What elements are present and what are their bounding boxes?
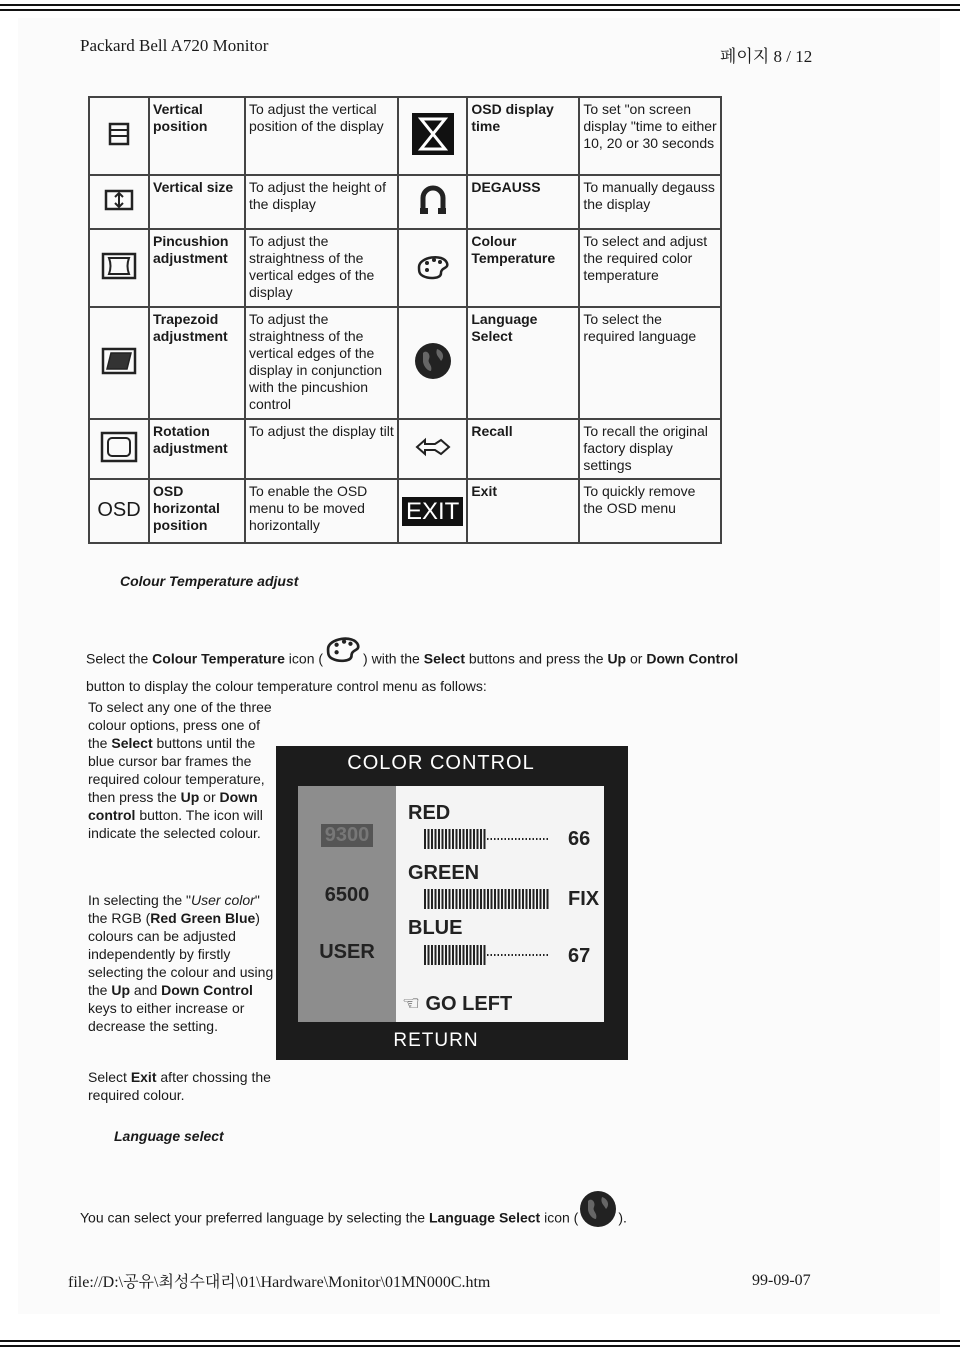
osd-option-6500: 6500 [324, 884, 370, 906]
osd-blue-value: 67 [568, 945, 591, 967]
text: Select [88, 1069, 131, 1085]
language-paragraph [80, 1197, 780, 1241]
top-rule-2 [0, 9, 960, 11]
level-tick-filled [438, 889, 440, 909]
level-tick-filled [428, 829, 430, 849]
level-tick-filled [428, 945, 430, 965]
instruction-paragraph-3 [88, 1068, 278, 1104]
level-tick-filled [442, 889, 444, 909]
level-tick-filled [498, 889, 500, 909]
text: or [626, 650, 647, 667]
osd-green-value: FIX [568, 888, 600, 910]
color-control-osd [276, 746, 628, 1060]
level-tick-filled [505, 889, 507, 909]
level-tick-empty [491, 954, 493, 956]
level-tick-filled [522, 889, 524, 909]
level-tick-empty [515, 838, 517, 840]
osd-text-icon [89, 479, 149, 543]
level-tick-filled [529, 889, 531, 909]
level-tick-filled [484, 829, 486, 849]
level-tick-filled [484, 889, 486, 909]
page-indicator: 페이지 8 / 12 [720, 47, 813, 66]
function-name: Vertical position [149, 97, 245, 175]
osd-red-value: 66 [568, 828, 591, 850]
level-tick-filled [438, 945, 440, 965]
level-tick-filled [445, 945, 447, 965]
level-tick-empty [501, 954, 503, 956]
level-tick-empty [508, 954, 510, 956]
level-tick-filled [473, 945, 475, 965]
level-tick-empty [543, 954, 545, 956]
level-tick-filled [519, 889, 521, 909]
hourglass-icon [398, 97, 467, 175]
level-tick-filled [515, 889, 517, 909]
osd-green-bar [424, 889, 552, 909]
level-tick-empty [487, 838, 489, 840]
function-name: Recall [467, 419, 579, 479]
magnet-icon [398, 175, 467, 229]
table-row [89, 175, 721, 229]
osd-option-9300 [298, 824, 396, 847]
function-desc: To enable the OSD menu to be moved horizontally [245, 479, 398, 543]
exit-icon [398, 479, 467, 543]
bottom-rule-2 [0, 1345, 960, 1347]
level-tick-filled [459, 889, 461, 909]
osd-title: COLOR CONTROL [347, 752, 535, 774]
text: after chossing the required colour. [88, 1069, 271, 1103]
level-tick-filled [445, 829, 447, 849]
text: Select [111, 735, 153, 751]
osd-return: RETURN [393, 1030, 479, 1051]
level-tick-filled [501, 889, 503, 909]
level-tick-empty [533, 838, 535, 840]
level-tick-empty [498, 838, 500, 840]
rotation-icon [89, 419, 149, 479]
pincushion-icon [89, 229, 149, 307]
osd-option-column [298, 786, 396, 1022]
level-tick-filled [533, 889, 535, 909]
function-desc: To adjust the straightness of the vertical edges of the display in conjunction with the pincushion control [245, 307, 398, 419]
level-tick-filled [463, 945, 465, 965]
level-tick-filled [543, 889, 545, 909]
function-name: Vertical size [149, 175, 245, 229]
text: Down control [88, 789, 258, 823]
level-tick-empty [512, 838, 514, 840]
function-desc: To quickly remove the OSD menu [579, 479, 721, 543]
text: To select any one of the three colour options, press one of the [88, 699, 272, 751]
instruction-paragraph-2 [88, 891, 278, 1035]
level-tick-empty [547, 838, 549, 840]
level-tick-filled [459, 945, 461, 965]
text: buttons and press the [465, 650, 608, 667]
level-tick-filled [512, 889, 514, 909]
function-desc: To manually degauss the display [579, 175, 721, 229]
text: Down Control [646, 650, 739, 667]
level-tick-empty [505, 838, 507, 840]
level-tick-empty [540, 954, 542, 956]
text: Colour Temperature [152, 650, 285, 667]
function-name: Language Select [467, 307, 579, 419]
level-tick-filled [459, 829, 461, 849]
function-desc: To adjust the display tilt [245, 419, 398, 479]
level-tick-filled [424, 829, 426, 849]
level-tick-empty [533, 954, 535, 956]
level-tick-empty [512, 954, 514, 956]
function-desc: To adjust the height of the display [245, 175, 398, 229]
text: You can select your preferred language by selecting the [80, 1209, 429, 1226]
level-tick-empty [505, 954, 507, 956]
globe-icon [578, 1189, 618, 1233]
function-name: Pincushion adjustment [149, 229, 245, 307]
level-tick-filled [435, 829, 437, 849]
text: icon ( [540, 1209, 579, 1226]
text: " the RGB ( [88, 892, 260, 926]
text: button. The icon will indicate the selected colour. [88, 807, 263, 841]
level-tick-filled [477, 829, 479, 849]
level-tick-empty [494, 838, 496, 840]
level-tick-empty [543, 838, 545, 840]
level-tick-filled [438, 829, 440, 849]
document-title: Packard Bell A720 Monitor [80, 36, 269, 55]
level-tick-empty [526, 954, 528, 956]
level-tick-filled [435, 889, 437, 909]
function-name: OSD display time [467, 97, 579, 175]
osd-red-bar [424, 829, 552, 849]
level-tick-empty [498, 954, 500, 956]
function-desc: To select and adjust the required color temperature [579, 229, 721, 307]
osd-panel [298, 786, 604, 1022]
osd-option-label: 9300 [321, 824, 374, 847]
level-tick-filled [508, 889, 510, 909]
text: Language Select [428, 1209, 541, 1226]
level-tick-filled [431, 829, 433, 849]
level-tick-empty [519, 838, 521, 840]
osd-red-label: RED [408, 802, 451, 824]
osd-go-left [402, 991, 512, 1016]
text: and [130, 982, 162, 998]
text: keys to either increase or decrease the setting. [88, 1000, 245, 1034]
level-tick-filled [536, 889, 538, 909]
level-tick-filled [466, 829, 468, 849]
level-tick-filled [435, 945, 437, 965]
level-tick-filled [463, 829, 465, 849]
level-tick-filled [491, 889, 493, 909]
level-tick-filled [456, 889, 458, 909]
level-tick-filled [547, 889, 549, 909]
function-desc: To adjust the vertical position of the display [245, 97, 398, 175]
level-tick-empty [540, 838, 542, 840]
palette-icon [398, 229, 467, 307]
osd-option-user: USER [319, 941, 375, 963]
vertical-position-icon [89, 97, 149, 175]
level-tick-filled [494, 889, 496, 909]
level-tick-filled [540, 889, 542, 909]
level-tick-filled [424, 945, 426, 965]
level-tick-filled [456, 829, 458, 849]
level-tick-filled [445, 889, 447, 909]
level-tick-filled [480, 889, 482, 909]
function-name: Colour Temperature [467, 229, 579, 307]
level-tick-filled [442, 945, 444, 965]
level-tick-empty [491, 838, 493, 840]
text: Red Green Blue [150, 910, 256, 926]
table-row [89, 97, 721, 175]
colour-intro [86, 642, 826, 695]
level-tick-empty [487, 954, 489, 956]
instruction-paragraph-1 [88, 698, 278, 842]
level-tick-empty [519, 954, 521, 956]
text: icon ( [284, 650, 324, 667]
level-tick-empty [529, 838, 531, 840]
text: Select the [86, 650, 153, 667]
osd-green-label: GREEN [408, 862, 480, 884]
text: ) with the [363, 650, 424, 667]
pointing-hand-icon: ☜ [402, 993, 420, 1015]
osd-icon-label: OSD [97, 499, 141, 521]
function-desc: To recall the original factory display settings [579, 419, 721, 479]
level-tick-empty [522, 954, 524, 956]
text: ). [618, 1209, 627, 1226]
globe-icon [398, 307, 467, 419]
osd-blue-label: BLUE [408, 917, 463, 939]
level-tick-filled [424, 889, 426, 909]
palette-icon [323, 632, 363, 668]
table-row [89, 229, 721, 307]
level-tick-filled [463, 889, 465, 909]
level-tick-empty [529, 954, 531, 956]
table-row [89, 419, 721, 479]
level-tick-filled [470, 889, 472, 909]
level-tick-empty [547, 954, 549, 956]
level-tick-empty [526, 838, 528, 840]
text: buttons until the blue cursor bar frames the required colour temperature, then press the [88, 735, 265, 805]
level-tick-empty [522, 838, 524, 840]
level-tick-empty [508, 838, 510, 840]
vertical-size-icon [89, 175, 149, 229]
level-tick-empty [501, 838, 503, 840]
level-tick-filled [473, 829, 475, 849]
print-date: 99-09-07 [752, 1272, 811, 1289]
level-tick-filled [456, 945, 458, 965]
level-tick-filled [452, 889, 454, 909]
recall-arrow-icon [398, 419, 467, 479]
function-desc: To select the required language [579, 307, 721, 419]
text: Up [180, 789, 200, 805]
function-name: Rotation adjustment [149, 419, 245, 479]
text: button to display the colour temperature control menu as follows: [86, 678, 487, 694]
function-name: Trapezoid adjustment [149, 307, 245, 419]
text: Down Control [161, 982, 253, 998]
level-tick-filled [526, 889, 528, 909]
level-tick-filled [470, 829, 472, 849]
level-tick-filled [477, 945, 479, 965]
text: Exit [130, 1069, 157, 1085]
table-row [89, 479, 721, 543]
level-tick-filled [428, 889, 430, 909]
text: ) colours can be adjusted independently by firstly selecting the colour and using the [88, 910, 274, 998]
osd-go-left-label: GO LEFT [425, 993, 513, 1015]
level-tick-filled [484, 945, 486, 965]
level-tick-empty [536, 838, 538, 840]
trapezoid-icon [89, 307, 149, 419]
level-tick-filled [431, 945, 433, 965]
level-tick-empty [515, 954, 517, 956]
level-tick-filled [477, 889, 479, 909]
text: Up [607, 650, 627, 667]
osd-blue-bar [424, 945, 552, 965]
level-tick-filled [466, 889, 468, 909]
text: or [199, 789, 220, 805]
level-tick-filled [452, 829, 454, 849]
text: In selecting the " [88, 892, 192, 908]
exit-icon-label: EXIT [402, 497, 463, 526]
text: User color [191, 892, 255, 908]
level-tick-empty [536, 954, 538, 956]
function-name: Exit [467, 479, 579, 543]
top-rule-1 [0, 4, 960, 6]
function-table [88, 96, 722, 544]
level-tick-filled [449, 829, 451, 849]
colour-temperature-heading: Colour Temperature adjust [120, 573, 299, 589]
level-tick-filled [480, 829, 482, 849]
language-select-heading: Language select [114, 1128, 224, 1144]
level-tick-filled [449, 945, 451, 965]
level-tick-filled [487, 889, 489, 909]
level-tick-empty [494, 954, 496, 956]
level-tick-filled [431, 889, 433, 909]
function-name: DEGAUSS [467, 175, 579, 229]
table-row [89, 307, 721, 419]
function-name: OSD horizontal position [149, 479, 245, 543]
bottom-rule-1 [0, 1340, 960, 1342]
level-tick-filled [470, 945, 472, 965]
function-desc: To set "on screen display "time to either 10, 20 or 30 seconds [579, 97, 721, 175]
text: Select [423, 650, 465, 667]
level-tick-filled [473, 889, 475, 909]
level-tick-filled [452, 945, 454, 965]
text: Up [111, 982, 131, 998]
level-tick-filled [466, 945, 468, 965]
function-desc: To adjust the straightness of the vertical edges of the display [245, 229, 398, 307]
level-tick-filled [480, 945, 482, 965]
level-tick-filled [442, 829, 444, 849]
level-tick-filled [449, 889, 451, 909]
file-path: file://D:\공유\최성수대리\01\Hardware\Monitor\01MN000C.htm [68, 1274, 491, 1291]
